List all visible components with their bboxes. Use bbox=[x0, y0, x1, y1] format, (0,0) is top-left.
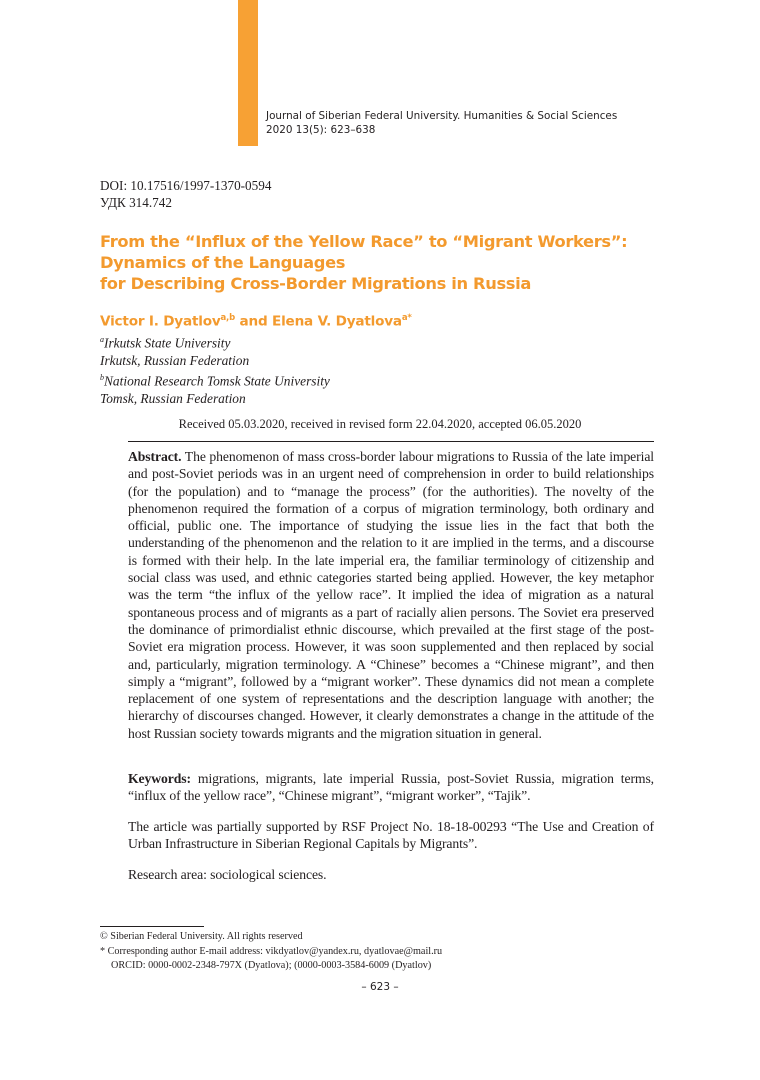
abstract-divider bbox=[128, 441, 654, 442]
journal-name: Journal of Siberian Federal University. Humanities & Social Sciences bbox=[266, 110, 618, 122]
footnotes bbox=[100, 930, 442, 974]
author-affiliation-marker: a,b bbox=[220, 313, 235, 323]
keywords-paragraph bbox=[128, 770, 654, 805]
corresponding-author-note: * Corresponding author E-mail address: vikdyatlov@yandex.ru, dyatlovae@mail.ru bbox=[100, 945, 443, 957]
affiliations bbox=[100, 331, 330, 408]
affiliation-location: Irkutsk, Russian Federation bbox=[100, 352, 250, 368]
affiliation-marker: a bbox=[100, 335, 104, 344]
journal-header bbox=[266, 109, 617, 137]
title-line-2: Dynamics of the Languages bbox=[100, 253, 346, 272]
article-identifiers bbox=[100, 177, 271, 211]
article-title bbox=[100, 231, 660, 294]
title-line-3: for Describing Cross-Border Migrations in Russia bbox=[100, 274, 532, 293]
affiliation-institution: $^b$National Research Tomsk State University bbox=[100, 373, 330, 389]
author-list bbox=[100, 313, 412, 330]
orcid-note: ORCID: 0000-0002-2348-797X (Dyatlova); (0000-0003-3584-6009 (Dyatlov) bbox=[111, 960, 432, 971]
copyright-note: © Siberian Federal University. All rights reserved bbox=[100, 931, 303, 942]
footnote-divider bbox=[100, 926, 204, 927]
received-dates: Received 05.03.2020, received in revised form 22.04.2020, accepted 06.05.2020 bbox=[178, 417, 582, 431]
author-name: Victor I. Dyatlov bbox=[100, 313, 221, 330]
affiliation-institution: $^a$Irkutsk State University bbox=[100, 335, 231, 351]
affiliation-marker: b bbox=[100, 373, 104, 383]
title-line-1: From the “Influx of the Yellow Race” to “Migrant Workers”: bbox=[100, 232, 628, 251]
journal-issue: 2020 13(5): 623–638 bbox=[266, 124, 376, 136]
keywords-text: migrations, migrants, late imperial Russia, post-Soviet Russia, migration terms, “influx of the yellow race”, “Chinese migrant”, “migrant worker”, “Tajik”. bbox=[128, 771, 654, 804]
author-affiliation-marker: a* bbox=[401, 313, 412, 323]
research-area: Research area: sociological sciences. bbox=[128, 867, 327, 882]
affiliation-location: Tomsk, Russian Federation bbox=[100, 391, 246, 407]
keywords-label: Keywords: bbox=[128, 771, 191, 786]
page-number: – 623 – bbox=[361, 981, 399, 993]
abstract-paragraph bbox=[128, 448, 654, 742]
author-conjunction: and bbox=[234, 313, 273, 330]
udk-code: УДК 314.742 bbox=[100, 195, 172, 210]
author-name: Elena V. Dyatlova bbox=[272, 313, 402, 330]
abstract-text: The phenomenon of mass cross-border labour migrations to Russia of the late imperial and post-Soviet periods was in an urgent need of comprehension in order to build relationships (for the population) and to “manage the process” (for the authorities). The novelty of the phenomenon required the formation of a corpus of migration terminology, both ordinary and official, public one. The importance of studying the issue lies in the fact that both the understanding of the phenomenon and the relation to it are implied in the terms, and a discourse is formed with their help. In the late imperial era, the familiar terminology of citizenship and social class was used, and ethnic categories started being applied. However, the key metaphor was the term “the influx of the yellow race”. It implied the idea of migration as a natural spontaneous process and of migrants as a part of racially alien persons. The Soviet era preserved the dominance of primordialist ethnic discourse, which prevailed at the first stage of the post-Soviet era migration process. However, it was soon supplemented and then replaced by social and, particularly, migration terminology. A “Chinese” becomes a “Chinese migrant”, and then simply a “migrant”, followed by a “migrant worker”. These dynamics did not mean a complete replacement of one system of representations and the description language with another; the hierarchy of discourses changed. However, it clearly demonstrates a change in the attitude of the host Russian society towards migrants and the migration situation in general. bbox=[128, 449, 654, 741]
abstract-label: Abstract. bbox=[128, 449, 182, 464]
funding-note: The article was partially supported by RSF Project No. 18-18-00293 “The Use and Creation of Urban Infrastructure in Siberian Regional Capitals by Migrants”. bbox=[128, 819, 654, 852]
doi-link[interactable]: DOI: 10.17516/1997-1370-0594 bbox=[100, 178, 272, 193]
orange-accent-bar bbox=[238, 0, 258, 146]
